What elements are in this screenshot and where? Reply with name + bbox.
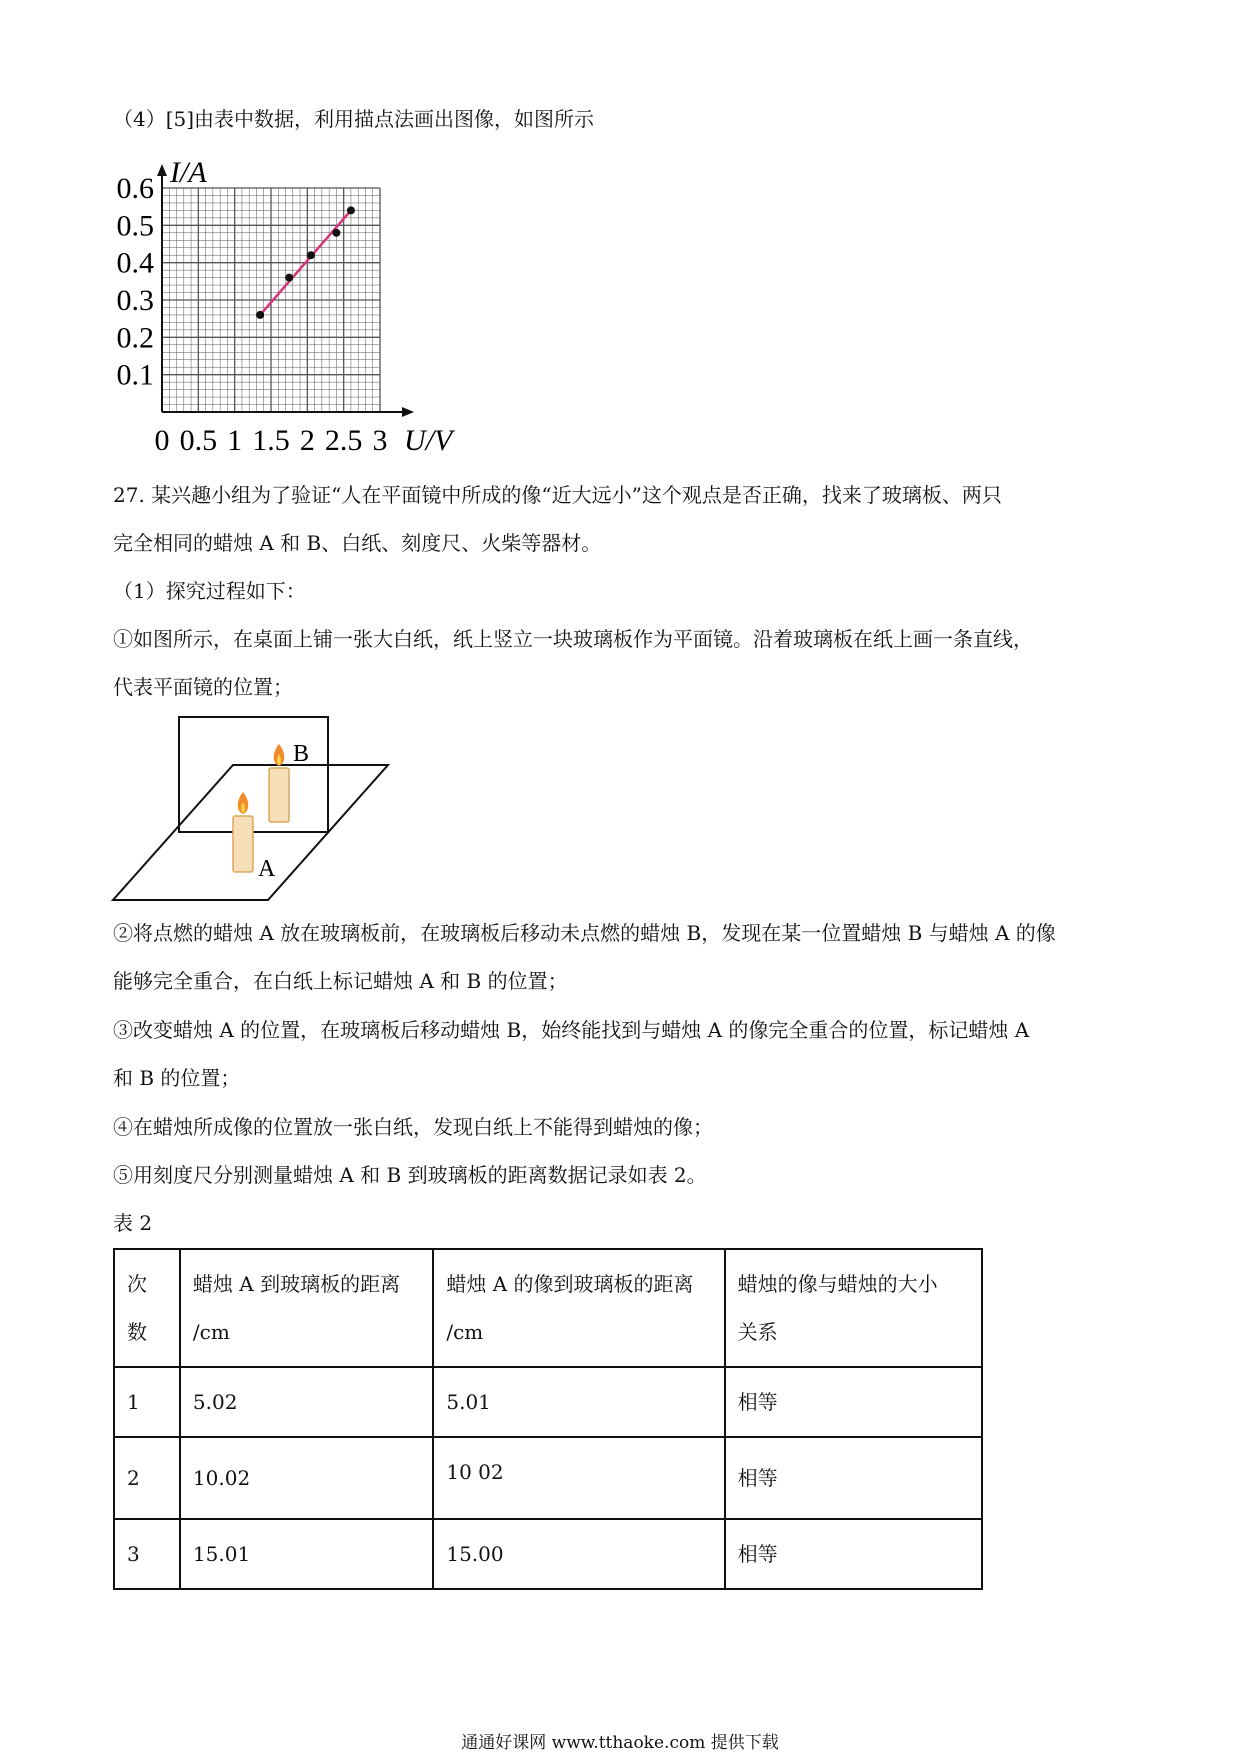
data-point <box>285 274 293 282</box>
x-axis-label: U/V <box>404 424 453 457</box>
cell-distance-image: 5.01 <box>433 1367 724 1437</box>
cell-count: 1 <box>114 1367 180 1437</box>
y-tick-label: 0.4 <box>116 246 154 280</box>
x-tick-label: 0.5 <box>179 424 218 457</box>
data-point <box>256 311 264 319</box>
x-tick-label: 3 <box>372 424 388 457</box>
cell-distance-image: 10 02 <box>433 1437 724 1519</box>
cell-relation: 相等 <box>725 1519 982 1589</box>
x-axis-arrow <box>402 407 414 417</box>
label-b: B <box>293 741 310 767</box>
y-axis-label: I/A <box>170 156 207 189</box>
y-tick-label: 0.3 <box>116 284 154 317</box>
table-2 <box>113 1248 983 1590</box>
y-axis-arrow <box>157 164 167 176</box>
cell-distance-a: 15.01 <box>180 1519 433 1589</box>
q27-step5: ⑤用刻度尺分别测量蜡烛 A 和 B 到玻璃板的距离数据记录如表 2。 <box>113 1163 707 1187</box>
q27-step4: ④在蜡烛所成像的位置放一张白纸，发现白纸上不能得到蜡烛的像； <box>113 1115 713 1139</box>
x-tick-label: 1.5 <box>252 424 290 457</box>
header-size-relation: 蜡烛的像与蜡烛的大小 关系 <box>725 1249 982 1367</box>
candle-b <box>269 744 289 822</box>
y-tick-label: 0.5 <box>116 209 154 243</box>
cell-distance-a: 10.02 <box>180 1437 433 1519</box>
q27-step2-line2: 能够完全重合，在白纸上标记蜡烛 A 和 B 的位置； <box>113 969 568 993</box>
cell-relation: 相等 <box>725 1437 982 1519</box>
candle-a <box>233 792 253 872</box>
q27-step3-line1: ③改变蜡烛 A 的位置，在玻璃板后移动蜡烛 B，始终能找到与蜡烛 A 的像完全重合的位置，标记蜡烛 A <box>113 1018 1030 1042</box>
mirror-candle-figure <box>113 712 383 902</box>
cell-distance-image: 15.00 <box>433 1519 724 1589</box>
y-tick-label: 0.2 <box>116 321 154 355</box>
q27-step2-line1: ②将点燃的蜡烛 A 放在玻璃板前，在玻璃板后移动未点燃的蜡烛 B，发现在某一位置蜡烛 B 与蜡烛 A 的像 <box>113 921 1056 945</box>
cell-count: 2 <box>114 1437 180 1519</box>
header-distance-a: 蜡烛 A 到玻璃板的距离 /cm <box>180 1249 433 1367</box>
y-tick-label: 0.6 <box>116 172 154 205</box>
q27-step1-line1: ①如图所示，在桌面上铺一张大白纸，纸上竖立一块玻璃板作为平面镜。沿着玻璃板在纸上画一条直线， <box>113 627 1033 651</box>
table-header-row <box>114 1249 982 1367</box>
q27-step1-line2: 代表平面镜的位置； <box>113 675 293 699</box>
cell-distance-a: 5.02 <box>180 1367 433 1437</box>
data-point <box>332 229 340 237</box>
table-row <box>114 1367 982 1437</box>
data-point <box>307 251 315 259</box>
cell-relation: 相等 <box>725 1367 982 1437</box>
cell-count: 3 <box>114 1519 180 1589</box>
iu-graph <box>110 150 453 457</box>
chart-grid <box>162 188 380 412</box>
x-tick-label: 0 <box>154 424 170 457</box>
data-point <box>347 206 355 214</box>
header-count: 次 数 <box>114 1249 180 1367</box>
q27-intro-line2: 完全相同的蜡烛 A 和 B、白纸、刻度尺、火柴等器材。 <box>113 531 602 555</box>
x-tick-label: 1 <box>227 424 243 457</box>
header-distance-image: 蜡烛 A 的像到玻璃板的距离 /cm <box>433 1249 724 1367</box>
page-footer: 通通好课网 www.tthaoke.com 提供下载 <box>461 1733 779 1753</box>
q26-part4-text: （4）[5]由表中数据，利用描点法画出图像，如图所示 <box>113 107 595 131</box>
q27-intro-line1: 27. 某兴趣小组为了验证“人在平面镜中所成的像“近大远小”这个观点是否正确，找来了玻璃板、两只 <box>113 483 1002 507</box>
q27-step3-line2: 和 B 的位置； <box>113 1066 241 1090</box>
table-row <box>114 1437 982 1519</box>
x-tick-label: 2.5 <box>324 424 363 457</box>
label-a: A <box>258 856 276 882</box>
glass-plate <box>179 717 328 832</box>
q27-part1: （1）探究过程如下： <box>113 579 306 603</box>
table-caption: 表 2 <box>113 1211 153 1235</box>
y-tick-label: 0.1 <box>116 358 154 392</box>
x-tick-label: 2 <box>299 424 315 457</box>
table-row <box>114 1519 982 1589</box>
